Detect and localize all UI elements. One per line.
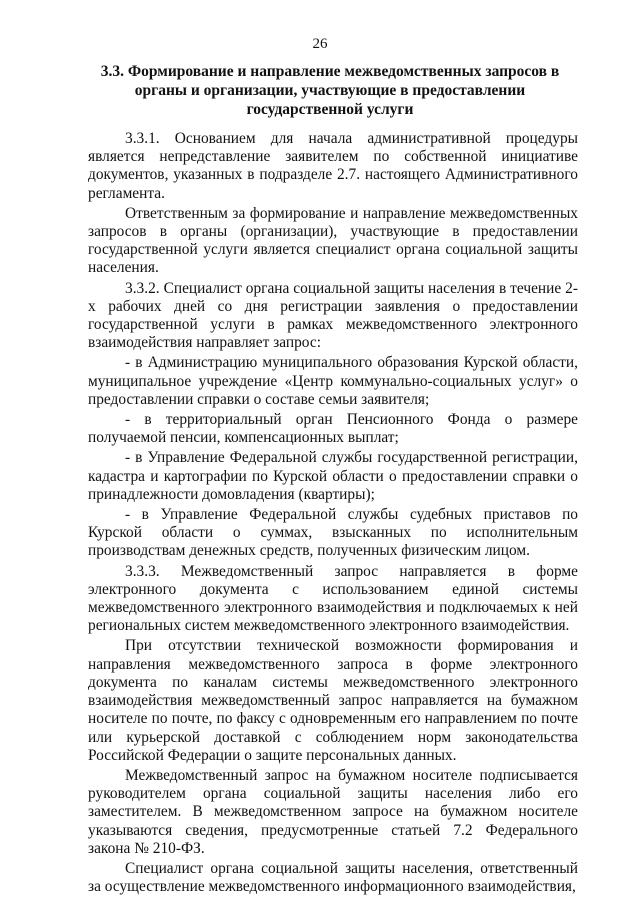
paragraph-paper-request: Межведомственный запрос на бумажном носителе подписывается руководителем органа социальной защиты населения либо его заместителем. В межведомственном запросе на бумажном носителе указываются сведения, предусмотренные статьей 7.2 Федерального закона № 210-ФЗ. — [88, 766, 578, 857]
page-number: 26 — [312, 36, 328, 52]
paragraph-no-technical-possibility: При отсутствии технической возможности формирования и направления межведомственного запроса в форме электронного документа по каналам системы межведомственного электронного взаимодействия межведомственный запрос направляется на бумажном носителе по почте, по факсу с одновременным его направлением по почте или курьерской доставкой с соблюдением норм законодательства Российской Федерации о защите персональных данных. — [88, 637, 578, 764]
section-title: 3.3. Формирование и направление межведомственных запросов в органы и организации, участвующие в предоставлении государственной услуги — [100, 63, 560, 118]
paragraph-3-3-1: 3.3.1. Основанием для начала административной процедуры является непредставление заявителем по собственной инициативе документов, указанных в подразделе 2.7. настоящего Административного регламента. — [88, 130, 578, 202]
list-item-bailiffs-service: - в Управление Федеральной службы судебных приставов по Курской области о суммах, взысканных по исполнительным производствам денежных средств, полученных физическим лицом. — [88, 506, 578, 560]
paragraph-3-3-3: 3.3.3. Межведомственный запрос направляется в форме электронного документа с использованием единой системы межведомственного электронного взаимодействия и подключаемых к ней региональных систем межведомственного электронного взаимодействия. — [88, 562, 578, 635]
paragraph-3-3-2: 3.3.2. Специалист органа социальной защиты населения в течение 2-х рабочих дней со дня регистрации заявления о предоставлении государственной услуги в рамках межведомственного электронного взаимодействия направляет запрос: — [88, 279, 578, 352]
list-item-administration: - в Администрацию муниципального образования Курской области, муниципальное учреждение «Центр коммунально-социальных услуг» о предоставлении справки о составе семьи заявителя; — [88, 354, 578, 408]
document-body — [88, 130, 578, 898]
paragraph-specialist: Специалист органа социальной защиты населения, ответственный за осуществление межведомственного информационного взаимодействия, — [88, 859, 578, 896]
list-item-registration-service: - в Управление Федеральной службы государственной регистрации, кадастра и картографии по Курской области о предоставлении справки о принадлежности домовладения (квартиры); — [88, 449, 578, 503]
list-item-pension-fund: - в территориальный орган Пенсионного Фонда о размере получаемой пенсии, компенсационных выплат; — [88, 411, 578, 447]
paragraph-responsible: Ответственным за формирование и направление межведомственных запросов в органы (организации), участвующие в предоставлении государственной услуги является специалист органа социальной защиты населения. — [88, 204, 578, 277]
